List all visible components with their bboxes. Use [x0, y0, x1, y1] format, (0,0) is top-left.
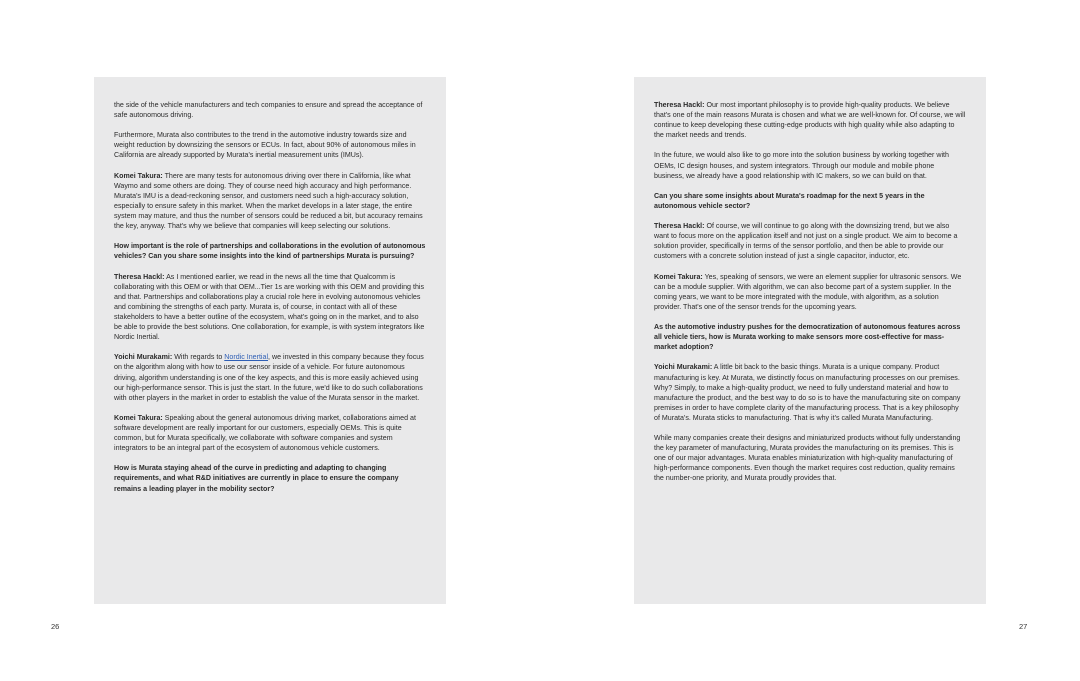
page-number-right: 27 — [1019, 622, 1028, 631]
paragraph — [654, 272, 966, 312]
speaker-name: Theresa Hackl: — [654, 222, 705, 231]
speaker-name: Theresa Hackl: — [114, 272, 165, 281]
interview-question: How important is the role of partnerships and collaborations in the evolution of autonomous vehicles? Can you share some insights into the kind of partnerships Murata is pursuing? — [114, 242, 426, 261]
paragraph — [654, 362, 966, 423]
answer-text: There are many tests for autonomous driving over there in California, like what Waymo and some others are doing. They of course need high accuracy and high performance. Murata's IMU is a dead-reckoning sensor, and customers need such a high-accuracy solution, especially to ensure safety in this market. When the market develops in a later stage, the entire system may mature, and thus the number of sensors could be reduced a bit, but accuracy remains the key, anyway. That's why we believe that companies will keep selecting our solutions. — [114, 171, 423, 231]
answer-text: Our most important philosophy is to provide high-quality products. We believe that's one of the main reasons Murata is chosen and what we are well-known for. Of course, we will continue to keep developing these cutting-edge products with high quality while also adapting to the market needs and trends. — [654, 101, 966, 140]
answer-text: Speaking about the general autonomous driving market, collaborations aimed at software development are really important for our customers, especially OEMs. This is quite common, but for Murata specifically, we collaborate with software companies and system integrators to be an integral part of the ecosystem of autonomous vehicle customers. — [114, 413, 416, 453]
paragraph: Furthermore, Murata also contributes to the trend in the automotive industry towards size and weight reduction by downsizing the sensors or ECUs. In fact, about 90% of autonomous miles in California are already supported by Murata's inertial measurement units (IMUs). — [114, 131, 416, 160]
paragraph: the side of the vehicle manufacturers and tech companies to ensure and spread the acceptance of safe autonomous driving. — [114, 101, 423, 120]
paragraph: While many companies create their designs and miniaturized products without fully understanding the key parameter of manufacturing, Murata provides the manufacturing on its premises. This is one of our major advantages. Murata enables miniaturization with high-quality manufacturing of high-performance components. Even though the market requires cost reduction, quality remains the number-one priority, and Murata proudly provides that. — [654, 434, 961, 483]
nordic-inertial-link[interactable]: Nordic Inertial — [224, 353, 269, 362]
paragraph — [114, 413, 426, 453]
answer-text: With regards to — [172, 353, 225, 362]
paragraph — [114, 352, 426, 402]
speaker-name: Komei Takura: — [114, 413, 163, 422]
speaker-name: Yoichi Murakami: — [114, 353, 173, 362]
speaker-name: Theresa Hackl: — [654, 101, 705, 109]
answer-text: , we invested in this company because they focus on the algorithm along with how to use our sensor inside of a vehicle. For future autonomous driving, algorithm understanding is one of the key aspects, and this is more easily achieved using our high-performance sensor. This is just the start. In the future, we'd like to do such collaborations with other players in the market in order to establish the value of the Murata sensor in the market. — [114, 353, 424, 402]
speaker-name: Komei Takura: — [654, 272, 703, 281]
page-number-left: 26 — [51, 622, 60, 631]
interview-question: As the automotive industry pushes for the democratization of autonomous features across all vehicle tiers, how is Murata working to make sensors more cost-effective for mass-market adoption? — [654, 323, 961, 352]
paragraph — [114, 171, 426, 232]
right-page — [634, 77, 986, 604]
answer-text: As I mentioned earlier, we read in the news all the time that Qualcomm is collaborating with this OEM or with that OEM...Tier 1s are working with this OEM and providing this and that. Partnerships and collaborations play a crucial role here in evolving autonomous vehicles and combining the strengths of each party. Murata is, of course, in contact with all of these stakeholders to have a better outline of the ecosystem, what's going on in the market, and to also be able to provide the best solutions. One collaboration, for example, is with system integrators like Nordic Inertial. — [114, 272, 425, 342]
answer-text: Of course, we will continue to go along with the downsizing trend, but we also want to focus more on the application itself and not just on a single product. We aim to become a solution provider, specifically in terms of the sensor portfolio, and then be able to provide our customers with a concrete solution instead of just a single capacitor, inductor, etc. — [654, 222, 958, 261]
speaker-name: Yoichi Murakami: — [654, 363, 713, 372]
left-page — [94, 77, 446, 604]
answer-text: A little bit back to the basic things. Murata is a unique company. Product manufacturing is key. At Murata, we distinctly focus on manufacturing processes on our premises. Why? Simply, to make a high-quality product, we need to fully understand material and how to manufacture the product, and the best way to do so is to have the manufacturing site on company premises in order to have complete clarity of the manufacturing process. That is a key philosophy of Murata's. Murata sticks to manufacturing. That is why it's called Murata Manufacturing. — [654, 363, 961, 422]
paragraph — [654, 221, 966, 261]
paragraph: In the future, we would also like to go more into the solution business by working together with OEMs, IC design houses, and system integrators. Through our module and mobile phone business, we already have a good relationship with IC makers, so we can build on that. — [654, 151, 949, 180]
interview-question: Can you share some insights about Murata's roadmap for the next 5 years in the autonomous vehicle sector? — [654, 191, 925, 210]
paragraph — [114, 272, 426, 343]
answer-text: Yes, speaking of sensors, we were an element supplier for ultrasonic sensors. We can be a module supplier. With algorithm, we can also become part of a system supplier. In the coming years, we want to be more integrated with the module, with algorithm, as a solution provider. That's one of the sensor trends for the upcoming years. — [654, 272, 962, 311]
speaker-name: Komei Takura: — [114, 171, 163, 180]
paragraph — [654, 100, 966, 140]
interview-question: How is Murata staying ahead of the curve in predicting and adapting to changing requirements, and what R&D initiatives are currently in place to ensure the company remains a leading player in the mobility sector? — [114, 464, 399, 493]
